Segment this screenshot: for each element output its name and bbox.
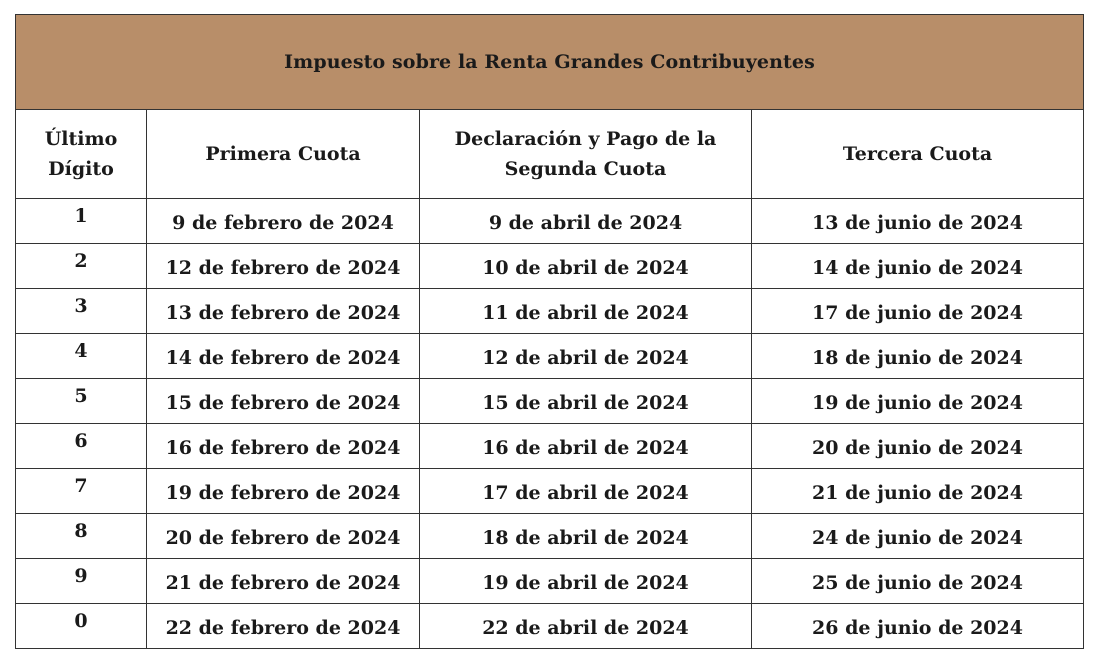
first-installment-cell: 15 de febrero de 2024 xyxy=(147,379,420,424)
third-installment-cell: 25 de junio de 2024 xyxy=(752,559,1084,604)
third-installment-cell: 17 de junio de 2024 xyxy=(752,289,1084,334)
third-installment-cell: 19 de junio de 2024 xyxy=(752,379,1084,424)
second-installment-cell: 18 de abril de 2024 xyxy=(420,514,752,559)
table-row xyxy=(16,604,1084,649)
first-installment-cell: 19 de febrero de 2024 xyxy=(147,469,420,514)
last-digit-cell: 7 xyxy=(16,469,147,514)
tax-calendar-table xyxy=(15,14,1084,649)
second-installment-cell: 11 de abril de 2024 xyxy=(420,289,752,334)
last-digit-cell: 0 xyxy=(16,604,147,649)
last-digit-cell: 3 xyxy=(16,289,147,334)
header-third-installment: Tercera Cuota xyxy=(752,110,1084,199)
table-row xyxy=(16,514,1084,559)
third-installment-cell: 24 de junio de 2024 xyxy=(752,514,1084,559)
last-digit-cell: 1 xyxy=(16,199,147,244)
third-installment-cell: 14 de junio de 2024 xyxy=(752,244,1084,289)
last-digit-cell: 9 xyxy=(16,559,147,604)
third-installment-cell: 21 de junio de 2024 xyxy=(752,469,1084,514)
table-row xyxy=(16,334,1084,379)
second-installment-cell: 16 de abril de 2024 xyxy=(420,424,752,469)
third-installment-cell: 18 de junio de 2024 xyxy=(752,334,1084,379)
first-installment-cell: 13 de febrero de 2024 xyxy=(147,289,420,334)
table-row xyxy=(16,559,1084,604)
header-first-installment: Primera Cuota xyxy=(147,110,420,199)
table-row xyxy=(16,289,1084,334)
first-installment-cell: 12 de febrero de 2024 xyxy=(147,244,420,289)
second-installment-cell: 19 de abril de 2024 xyxy=(420,559,752,604)
first-installment-cell: 21 de febrero de 2024 xyxy=(147,559,420,604)
second-installment-cell: 12 de abril de 2024 xyxy=(420,334,752,379)
table-row xyxy=(16,379,1084,424)
second-installment-cell: 15 de abril de 2024 xyxy=(420,379,752,424)
third-installment-cell: 20 de junio de 2024 xyxy=(752,424,1084,469)
second-installment-cell: 10 de abril de 2024 xyxy=(420,244,752,289)
first-installment-cell: 14 de febrero de 2024 xyxy=(147,334,420,379)
last-digit-cell: 5 xyxy=(16,379,147,424)
table-row xyxy=(16,199,1084,244)
last-digit-cell: 6 xyxy=(16,424,147,469)
first-installment-cell: 20 de febrero de 2024 xyxy=(147,514,420,559)
third-installment-cell: 13 de junio de 2024 xyxy=(752,199,1084,244)
third-installment-cell: 26 de junio de 2024 xyxy=(752,604,1084,649)
second-installment-cell: 9 de abril de 2024 xyxy=(420,199,752,244)
last-digit-cell: 8 xyxy=(16,514,147,559)
header-second-installment: Declaración y Pago de la Segunda Cuota xyxy=(420,110,752,199)
table-row xyxy=(16,469,1084,514)
first-installment-cell: 22 de febrero de 2024 xyxy=(147,604,420,649)
second-installment-cell: 22 de abril de 2024 xyxy=(420,604,752,649)
last-digit-cell: 4 xyxy=(16,334,147,379)
header-last-digit: Último Dígito xyxy=(16,110,147,199)
table-row xyxy=(16,424,1084,469)
tax-calendar xyxy=(15,14,1083,649)
last-digit-cell: 2 xyxy=(16,244,147,289)
first-installment-cell: 9 de febrero de 2024 xyxy=(147,199,420,244)
table-body xyxy=(16,199,1084,649)
table-row xyxy=(16,244,1084,289)
second-installment-cell: 17 de abril de 2024 xyxy=(420,469,752,514)
table-title: Impuesto sobre la Renta Grandes Contribuyentes xyxy=(16,15,1084,110)
first-installment-cell: 16 de febrero de 2024 xyxy=(147,424,420,469)
